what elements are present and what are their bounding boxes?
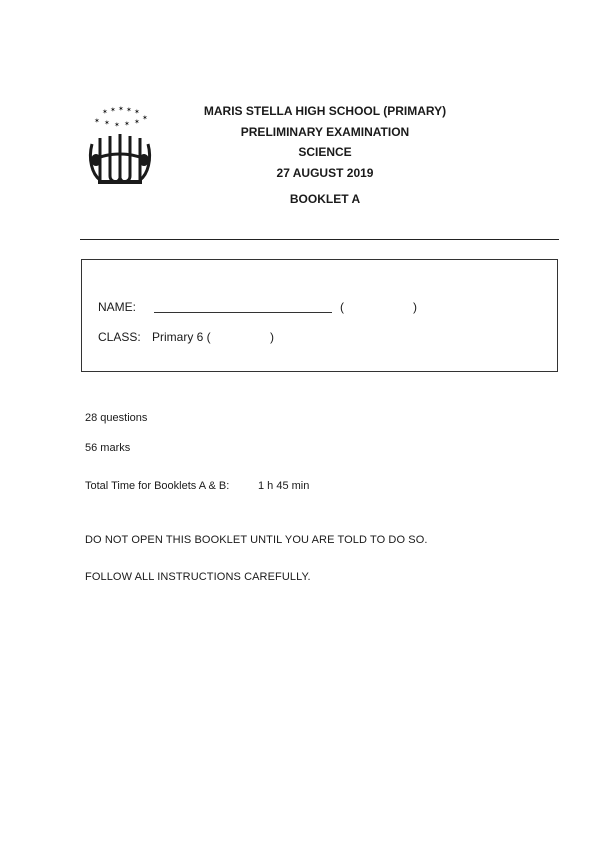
svg-text:✶: ✶ xyxy=(126,106,132,114)
total-marks: 56 marks xyxy=(85,442,131,454)
index-number-open-paren: ( xyxy=(340,300,344,314)
class-close-paren: ) xyxy=(270,330,274,344)
svg-text:✶: ✶ xyxy=(104,119,110,127)
school-crest-icon xyxy=(84,104,156,188)
question-count: 28 questions xyxy=(85,412,148,424)
subject-title: SCIENCE xyxy=(298,145,352,159)
class-label: CLASS: xyxy=(98,330,141,344)
header-divider xyxy=(80,239,559,240)
name-field[interactable] xyxy=(154,312,332,313)
class-value: Primary 6 ( xyxy=(152,330,211,344)
svg-text:✶: ✶ xyxy=(124,120,130,128)
svg-text:✶: ✶ xyxy=(134,118,140,126)
total-time-value: 1 h 45 min xyxy=(258,480,310,492)
svg-text:✶: ✶ xyxy=(114,121,120,129)
exam-header xyxy=(180,104,470,213)
instruction-follow-all: FOLLOW ALL INSTRUCTIONS CAREFULLY. xyxy=(85,571,311,583)
name-label: NAME: xyxy=(98,300,137,314)
school-name: MARIS STELLA HIGH SCHOOL (PRIMARY) xyxy=(203,104,447,118)
total-time-label: Total Time for Booklets A & B: xyxy=(85,480,230,492)
exam-title: PRELIMINARY EXAMINATION xyxy=(240,124,410,139)
student-details-box xyxy=(81,259,558,372)
svg-text:✶: ✶ xyxy=(102,108,108,116)
svg-text:✶: ✶ xyxy=(94,117,100,125)
svg-text:✶: ✶ xyxy=(134,108,140,116)
svg-text:✶: ✶ xyxy=(142,114,148,122)
booklet-title: BOOKLET A xyxy=(289,192,361,206)
index-number-close-paren: ) xyxy=(413,300,417,314)
svg-text:✶: ✶ xyxy=(110,106,116,114)
exam-date: 27 AUGUST 2019 xyxy=(276,165,374,180)
svg-text:✶: ✶ xyxy=(118,105,124,113)
instruction-do-not-open: DO NOT OPEN THIS BOOKLET UNTIL YOU ARE TOLD TO DO SO. xyxy=(85,534,428,546)
